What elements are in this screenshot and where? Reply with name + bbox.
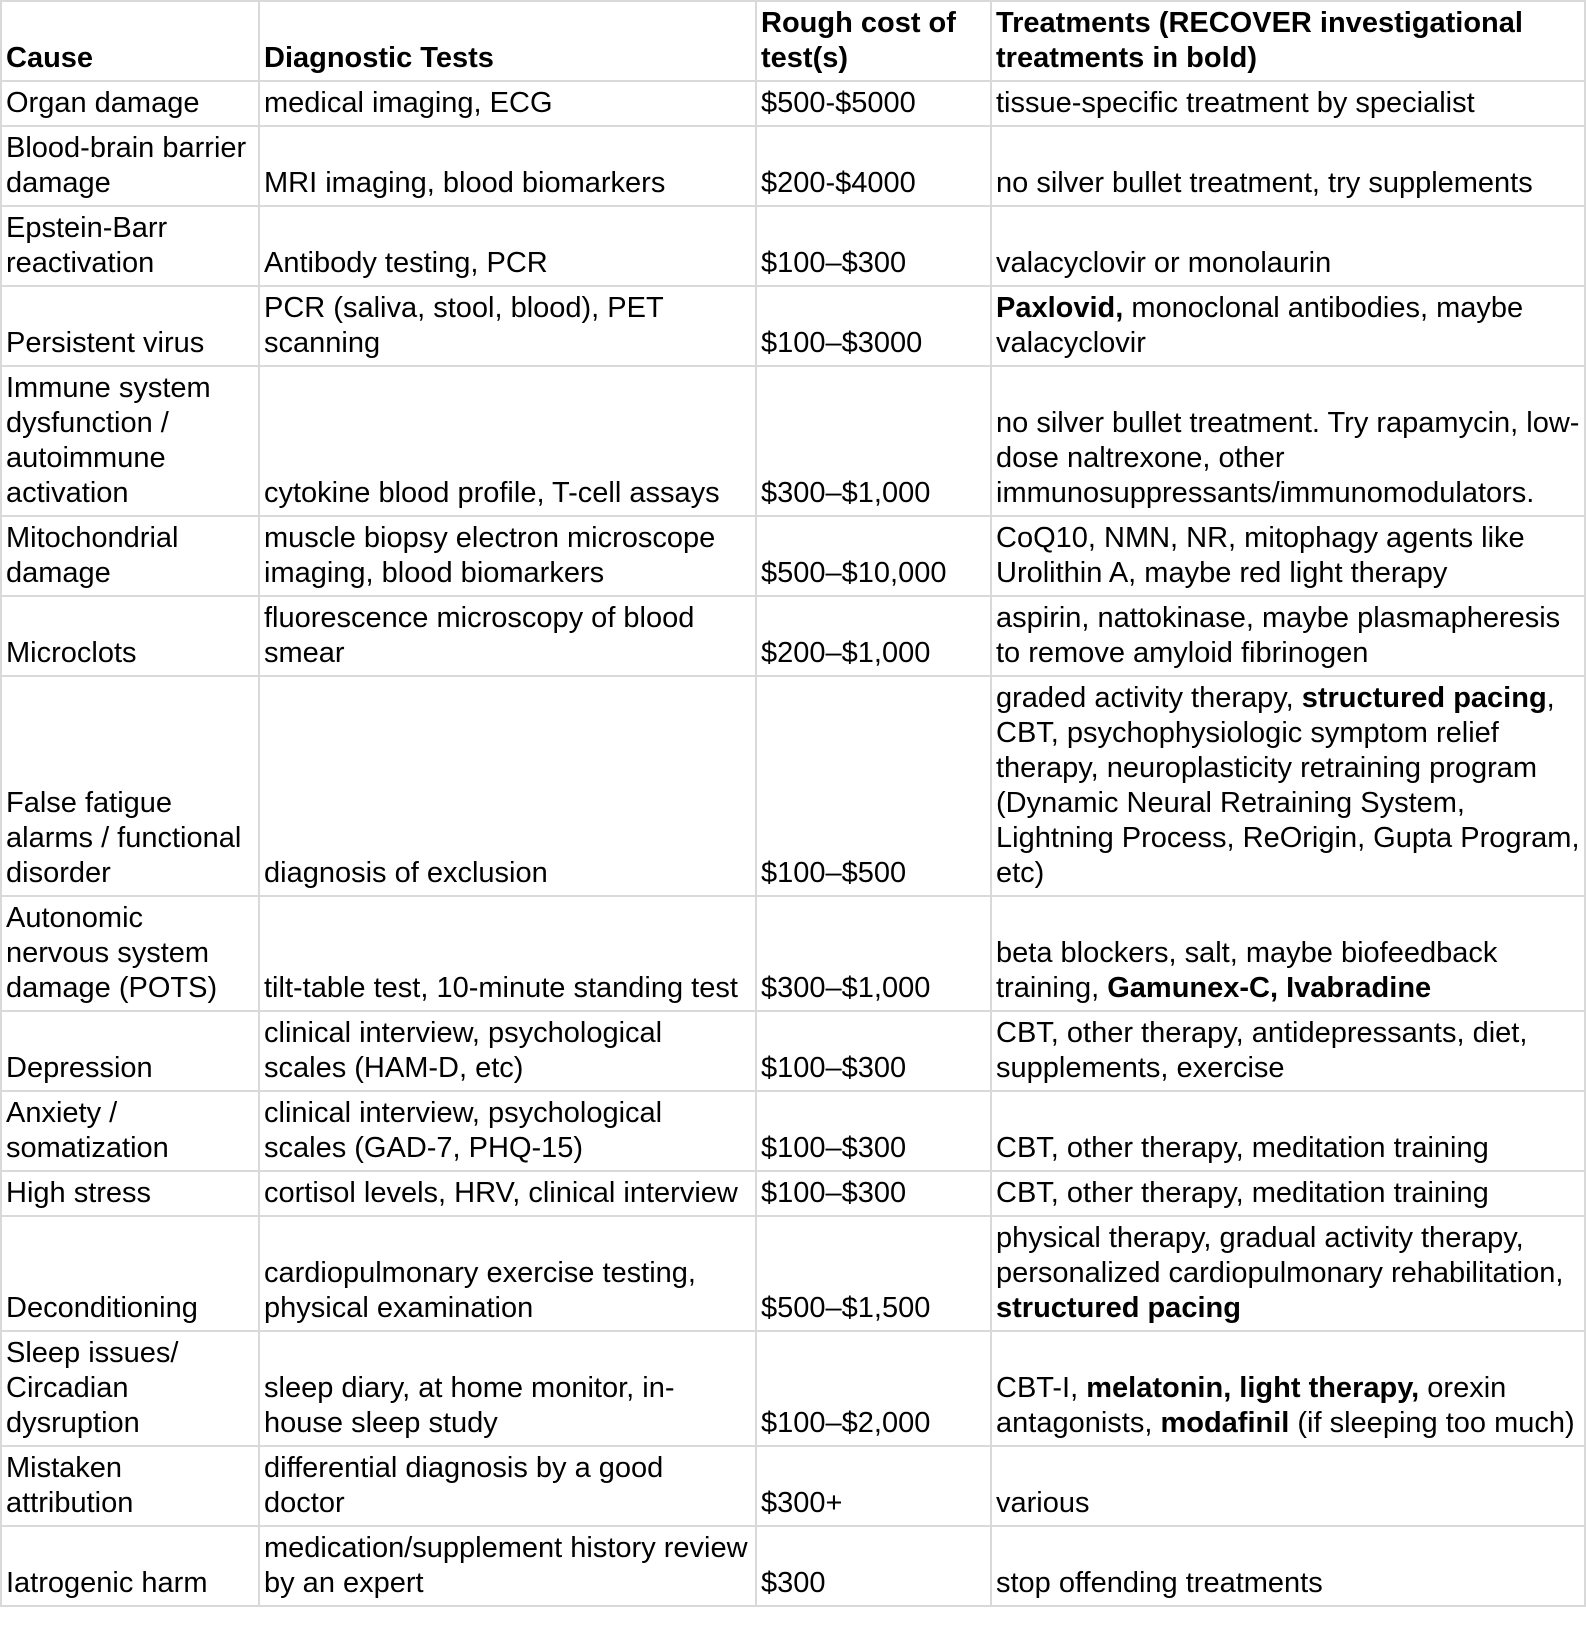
bold-treatment-text: melatonin, light therapy, bbox=[1086, 1372, 1420, 1404]
treatment-text: (if sleeping too much) bbox=[1289, 1407, 1575, 1439]
treatments-cell bbox=[991, 596, 1585, 676]
cost-cell: $300–$1,000 bbox=[756, 366, 991, 516]
treatment-text: no silver bullet treatment. Try rapamycin, low-dose naltrexone, other immunosuppressants/immunomodulators. bbox=[996, 407, 1580, 509]
table-row bbox=[1, 596, 1585, 676]
header-row bbox=[1, 1, 1585, 81]
table-row bbox=[1, 1216, 1585, 1331]
table-row bbox=[1, 206, 1585, 286]
cost-cell: $300–$1,000 bbox=[756, 896, 991, 1011]
treatments-cell bbox=[991, 516, 1585, 596]
tests-cell: MRI imaging, blood biomarkers bbox=[259, 126, 756, 206]
table-row bbox=[1, 366, 1585, 516]
cause-cell: Depression bbox=[1, 1011, 259, 1091]
treatment-text: monoclonal antibodies, maybe valacyclovir bbox=[996, 292, 1524, 359]
treatments-cell bbox=[991, 286, 1585, 366]
cause-cell: Microclots bbox=[1, 596, 259, 676]
table-row bbox=[1, 126, 1585, 206]
treatments-cell bbox=[991, 206, 1585, 286]
table-row bbox=[1, 1011, 1585, 1091]
treatments-cell bbox=[991, 366, 1585, 516]
bold-treatment-text: Gamunex-C, Ivabradine bbox=[1107, 972, 1432, 1004]
tests-cell: medication/supplement history review by an expert bbox=[259, 1526, 756, 1606]
table-row bbox=[1, 1446, 1585, 1526]
treatments-cell bbox=[991, 896, 1585, 1011]
tests-cell: cardiopulmonary exercise testing, physical examination bbox=[259, 1216, 756, 1331]
treatment-text: valacyclovir or monolaurin bbox=[996, 247, 1332, 279]
cost-cell: $500–$1,500 bbox=[756, 1216, 991, 1331]
cost-cell: $100–$300 bbox=[756, 206, 991, 286]
cost-cell: $200–$1,000 bbox=[756, 596, 991, 676]
treatments-cell bbox=[991, 81, 1585, 126]
cost-cell: $100–$2,000 bbox=[756, 1331, 991, 1446]
table-row bbox=[1, 1331, 1585, 1446]
tests-cell: diagnosis of exclusion bbox=[259, 676, 756, 896]
cost-cell: $500–$10,000 bbox=[756, 516, 991, 596]
cost-cell: $100–$300 bbox=[756, 1171, 991, 1216]
treatment-text: CBT, other therapy, meditation training bbox=[996, 1132, 1489, 1164]
header-cost: Rough cost of test(s) bbox=[756, 1, 991, 81]
cause-cell: Sleep issues/ Circadian dysruption bbox=[1, 1331, 259, 1446]
treatment-text: CBT-I, bbox=[996, 1372, 1087, 1404]
cause-cell: Iatrogenic harm bbox=[1, 1526, 259, 1606]
treatment-text: CBT, other therapy, meditation training bbox=[996, 1177, 1489, 1209]
table-row bbox=[1, 1091, 1585, 1171]
cause-cell: Mistaken attribution bbox=[1, 1446, 259, 1526]
cause-cell: Persistent virus bbox=[1, 286, 259, 366]
table-row bbox=[1, 896, 1585, 1011]
cost-cell: $100–$300 bbox=[756, 1011, 991, 1091]
header-treatments: Treatments (RECOVER investigational treatments in bold) bbox=[991, 1, 1585, 81]
treatments-cell bbox=[991, 1171, 1585, 1216]
treatment-text: tissue-specific treatment by specialist bbox=[996, 87, 1475, 119]
bold-treatment-text: structured pacing bbox=[996, 1292, 1241, 1324]
cause-cell: Autonomic nervous system damage (POTS) bbox=[1, 896, 259, 1011]
table-row bbox=[1, 676, 1585, 896]
table-row bbox=[1, 81, 1585, 126]
treatment-text: CBT, other therapy, antidepressants, diet, supplements, exercise bbox=[996, 1017, 1528, 1084]
tests-cell: clinical interview, psychological scales (GAD-7, PHQ-15) bbox=[259, 1091, 756, 1171]
table-body bbox=[1, 81, 1585, 1606]
treatments-cell bbox=[991, 676, 1585, 896]
cause-cell: False fatigue alarms / functional disorder bbox=[1, 676, 259, 896]
tests-cell: medical imaging, ECG bbox=[259, 81, 756, 126]
treatment-text: , CBT, psychophysiologic symptom relief therapy, neuroplasticity retraining program (Dynamic Neural Retraining System, Lightning Process, ReOrigin, Gupta Program, etc) bbox=[996, 682, 1580, 889]
tests-cell: fluorescence microscopy of blood smear bbox=[259, 596, 756, 676]
table-row bbox=[1, 1526, 1585, 1606]
tests-cell: clinical interview, psychological scales (HAM-D, etc) bbox=[259, 1011, 756, 1091]
header-cause: Cause bbox=[1, 1, 259, 81]
cost-cell: $300+ bbox=[756, 1446, 991, 1526]
treatment-text: no silver bullet treatment, try supplements bbox=[996, 167, 1533, 199]
cause-cell: Deconditioning bbox=[1, 1216, 259, 1331]
cause-cell: Organ damage bbox=[1, 81, 259, 126]
treatments-cell bbox=[991, 1011, 1585, 1091]
cause-cell: High stress bbox=[1, 1171, 259, 1216]
table-row bbox=[1, 286, 1585, 366]
tests-cell: cytokine blood profile, T-cell assays bbox=[259, 366, 756, 516]
treatment-text: beta blockers, salt, maybe biofeedback training, bbox=[996, 937, 1498, 1004]
cost-cell: $500-$5000 bbox=[756, 81, 991, 126]
bold-treatment-text: structured pacing bbox=[1301, 682, 1547, 714]
tests-cell: muscle biopsy electron microscope imaging, blood biomarkers bbox=[259, 516, 756, 596]
treatment-text: graded activity therapy, bbox=[996, 682, 1302, 714]
tests-cell: differential diagnosis by a good doctor bbox=[259, 1446, 756, 1526]
tests-cell: Antibody testing, PCR bbox=[259, 206, 756, 286]
tests-cell: cortisol levels, HRV, clinical interview bbox=[259, 1171, 756, 1216]
cause-cell: Epstein-Barr reactivation bbox=[1, 206, 259, 286]
table-row bbox=[1, 516, 1585, 596]
cost-cell: $100–$500 bbox=[756, 676, 991, 896]
cost-cell: $100–$300 bbox=[756, 1091, 991, 1171]
cause-cell: Anxiety / somatization bbox=[1, 1091, 259, 1171]
table-header bbox=[1, 1, 1585, 81]
cost-cell: $300 bbox=[756, 1526, 991, 1606]
treatments-cell bbox=[991, 1091, 1585, 1171]
cost-cell: $200-$4000 bbox=[756, 126, 991, 206]
treatments-cell bbox=[991, 1216, 1585, 1331]
cause-cell: Immune system dysfunction / autoimmune activation bbox=[1, 366, 259, 516]
treatments-cell bbox=[991, 126, 1585, 206]
treatments-cell bbox=[991, 1331, 1585, 1446]
bold-treatment-text: modafinil bbox=[1160, 1407, 1290, 1439]
treatments-cell bbox=[991, 1446, 1585, 1526]
bold-treatment-text: Paxlovid, bbox=[996, 292, 1124, 324]
treatment-text: CoQ10, NMN, NR, mitophagy agents like Urolithin A, maybe red light therapy bbox=[996, 522, 1525, 589]
cost-cell: $100–$3000 bbox=[756, 286, 991, 366]
treatment-text: various bbox=[996, 1487, 1090, 1519]
treatment-text: aspirin, nattokinase, maybe plasmapheresis to remove amyloid fibrinogen bbox=[996, 602, 1561, 669]
cause-cell: Blood-brain barrier damage bbox=[1, 126, 259, 206]
cause-cell: Mitochondrial damage bbox=[1, 516, 259, 596]
tests-cell: tilt-table test, 10-minute standing test bbox=[259, 896, 756, 1011]
tests-cell: PCR (saliva, stool, blood), PET scanning bbox=[259, 286, 756, 366]
treatments-cell bbox=[991, 1526, 1585, 1606]
header-diagnostic-tests: Diagnostic Tests bbox=[259, 1, 756, 81]
treatment-text: physical therapy, gradual activity therapy, personalized cardiopulmonary rehabilitation, bbox=[996, 1222, 1564, 1289]
treatment-text: orexin antagonists, bbox=[996, 1372, 1507, 1439]
tests-cell: sleep diary, at home monitor, in-house sleep study bbox=[259, 1331, 756, 1446]
treatment-text: stop offending treatments bbox=[996, 1567, 1323, 1599]
table-row bbox=[1, 1171, 1585, 1216]
